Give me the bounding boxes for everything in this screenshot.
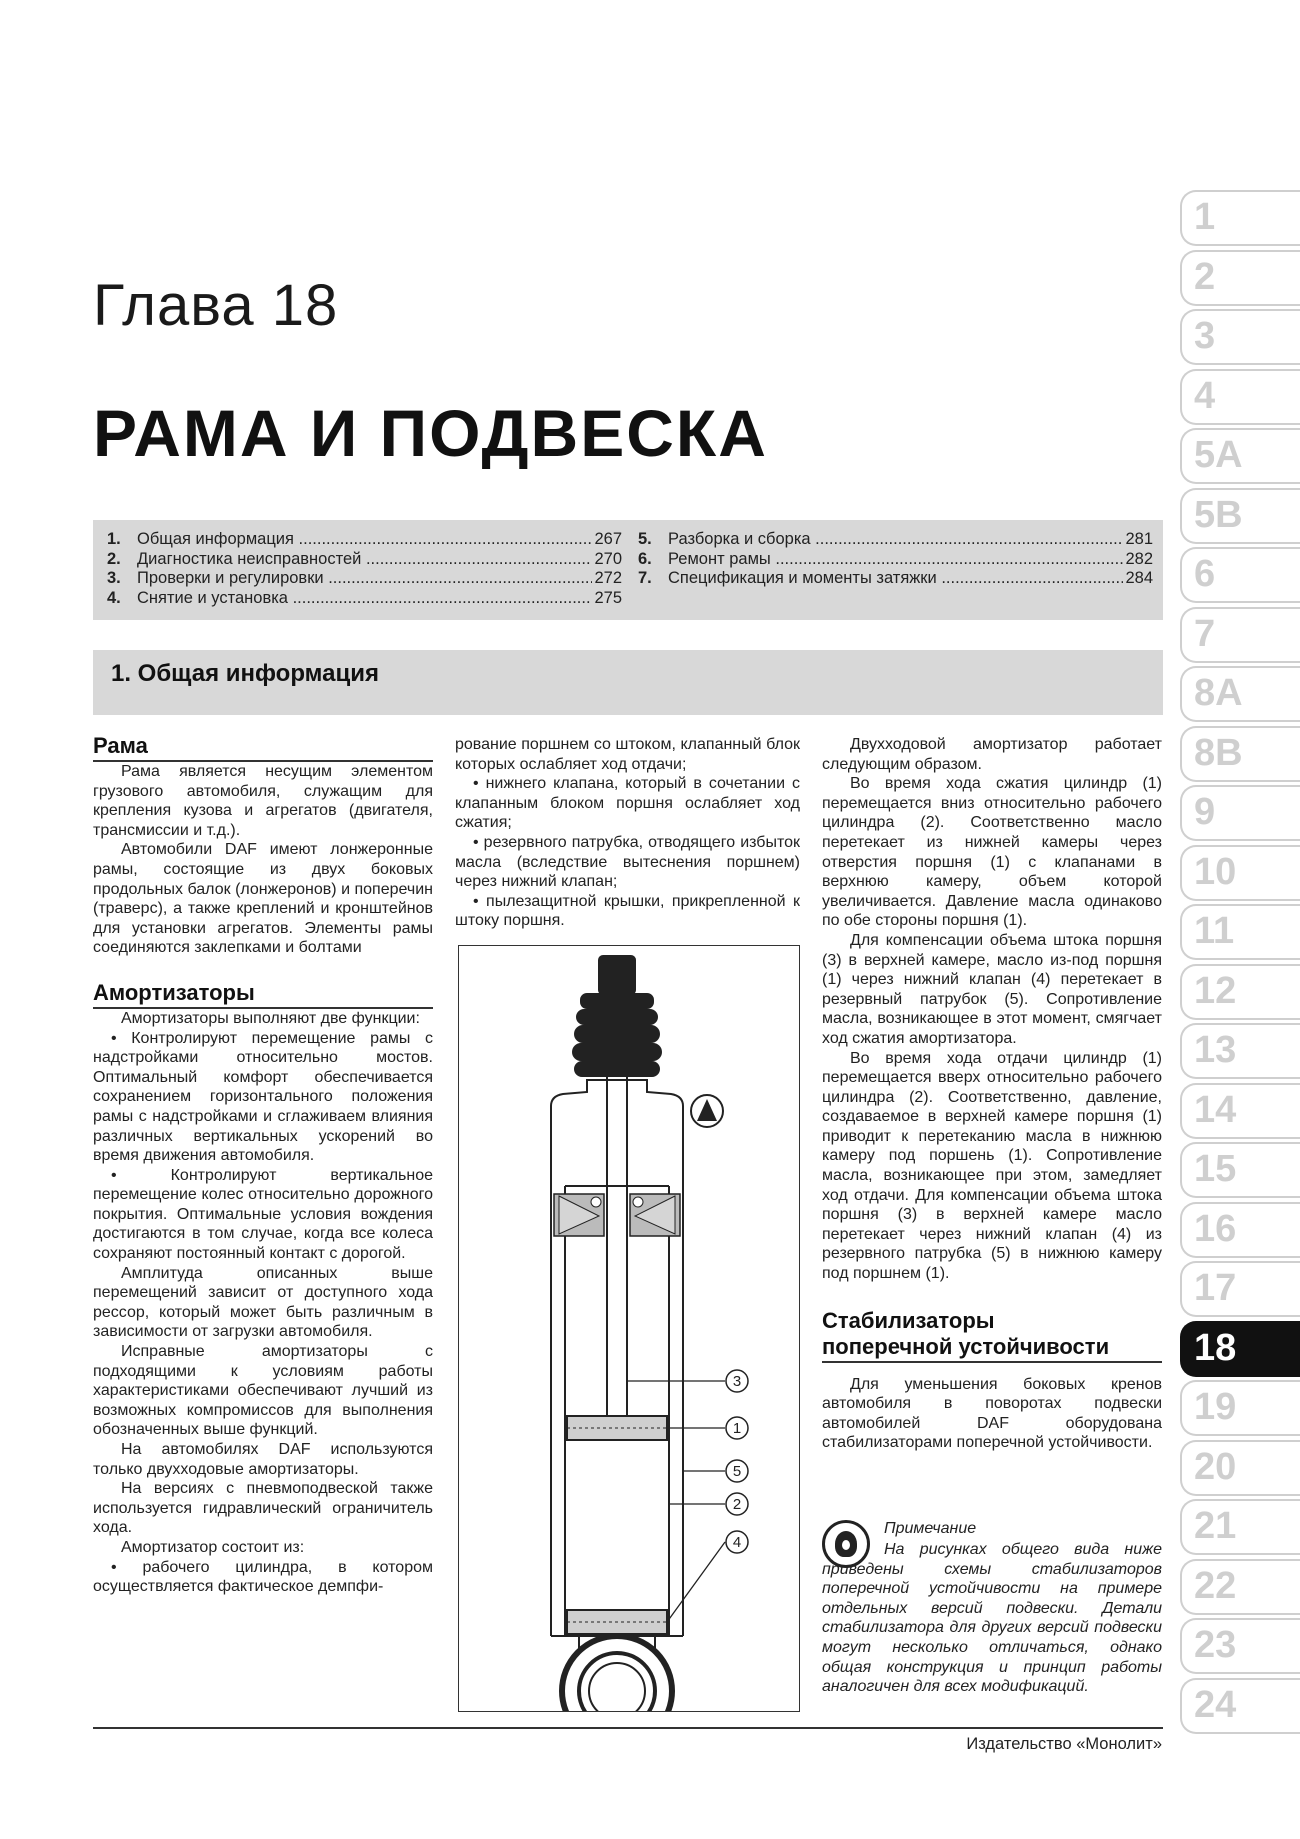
toc-item[interactable]: 3. Проверки и регулировки ..... 272 [107, 569, 622, 589]
paragraph: На автомобилях DAF используются только двухходовые амортизаторы. [93, 1441, 433, 1478]
toc-item[interactable]: 4. Снятие и установка ..... 275 [107, 589, 622, 609]
paragraph: рование поршнем со штоком, клапанный блок которых ослабляет ход отдачи; [455, 736, 800, 773]
toc-item[interactable]: 1. Общая информация ..... 267 [107, 530, 622, 550]
section-title: 1. Общая информация [111, 660, 379, 687]
shock-absorber-diagram [459, 946, 799, 1711]
callout-4: 4 [732, 1534, 742, 1551]
chapter-tab[interactable]: 9 [1180, 785, 1300, 841]
chapter-tab[interactable]: 6 [1180, 547, 1300, 603]
chapter-tab[interactable]: 20 [1180, 1440, 1300, 1496]
chapter-tab[interactable]: 21 [1180, 1499, 1300, 1555]
frame-heading: Рама [93, 733, 433, 762]
paragraph: • Контролируют перемещение рамы с надстройками относительно мостов. Оптимальный комфорт обеспечивается сохранением горизонтального положения рамы с надстройками и сглаживаем влияния различных вертикальных ускорений во время движения автомобиля. [93, 1029, 433, 1165]
shock-absorber-figure [458, 945, 800, 1712]
chapter-tab[interactable]: 13 [1180, 1023, 1300, 1079]
paragraph: Двухходовой амортизатор работает следующим образом. [822, 736, 1162, 773]
paragraph: • пылезащитной крышки, прикрепленной к штоку поршня. [455, 892, 800, 930]
chapter-title: РАМА И ПОДВЕСКА [93, 396, 768, 470]
paragraph: Во время хода отдачи цилиндр (1) перемещается вверх относительно рабочего цилиндра (2). Соответственно, давление, создаваемое в верхней камере поршня (1) приводит к перетеканию масла в нижнюю камеру под поршень (1). Сопротивление масла, возникающее при этом, замедляет ход отдачи. Для компенсации объема штока поршня (3) в верхней камере масло перетекает через нижний клапан (4) из резервного патрубка (5) в нижнюю камеру под поршнем (1). [822, 1049, 1162, 1283]
chapter-tab[interactable]: 8A [1180, 666, 1300, 722]
chapter-label: Глава 18 [93, 273, 339, 338]
paragraph: Исправные амортизаторы с подходящими к условиям работы характеристиками обеспечивают лучший из возможных компромиссов для выполнения обозначенных выше функций. [93, 1343, 433, 1439]
chapter-tab[interactable]: 11 [1180, 904, 1300, 960]
chapter-tab[interactable]: 5A [1180, 428, 1300, 484]
note-text: На рисунках общего вида ниже приведены схемы стабилизаторов поперечной устойчивости на примере отдельных версий подвески. Детали стабилизатора для других версий подвески могут несколько отличаться, однако общая конструкция и принцип работы аналогичен для всех модификаций. [822, 1541, 1162, 1696]
callout-3: 3 [732, 1373, 742, 1390]
chapter-tab[interactable]: 7 [1180, 607, 1300, 663]
paragraph: Для уменьшения боковых кренов автомобиля в поворотах подвески автомобилей DAF оборудована стабилизаторами поперечной устойчивости. [822, 1375, 1162, 1452]
chapter-tab[interactable]: 17 [1180, 1261, 1300, 1317]
paragraph: Амортизатор состоит из: [121, 1538, 305, 1556]
callout-1: 1 [732, 1420, 742, 1437]
chapter-tab[interactable]: 23 [1180, 1618, 1300, 1674]
section-header [93, 650, 1163, 715]
note-label: Примечание [884, 1520, 977, 1537]
stabilizers-heading: Стабилизаторы поперечной устойчивости [822, 1308, 1162, 1363]
paragraph: Во время хода сжатия цилиндр (1) перемещается вниз относительно рабочего цилиндра (2). Соответственно масло перетекает из нижней камеры через отверстия поршня (1) с клапанами в верхнюю камеру, объем которой увеличивается. Давление масла одинаково по обе стороны поршня (1). [822, 775, 1162, 930]
chapter-tab[interactable]: 16 [1180, 1202, 1300, 1258]
paragraph: Рама является несущим элементом грузового автомобиля, служащим для крепления кузова и агрегатов (двигателя, трансмиссии и т.д.). [93, 763, 433, 839]
toc-right-column [638, 530, 1153, 589]
paragraph: Амплитуда описанных выше перемещений зависит от доступного хода рессор, который может быть различным в зависимости от загрузки автомобиля. [93, 1264, 433, 1341]
chapter-tab[interactable]: 8B [1180, 726, 1300, 782]
paragraph: • рабочего цилиндра, в котором осуществляется фактическое демпфи- [93, 1558, 433, 1596]
toc-item[interactable]: 2. Диагностика неисправностей ..... 270 [107, 550, 622, 570]
publisher-label: Издательство «Монолит» [966, 1735, 1162, 1753]
paragraph: Для компенсации объема штока поршня (3) в верхней камере, масло из-под поршня (1) через нижний клапан (4) перетекает в резервный патрубок (5). Сопротивление масла, возникающее в этот момент, смягчает ход сжатия амортизатора. [822, 931, 1162, 1047]
chapter-tab[interactable]: 3 [1180, 309, 1300, 365]
toc-left-column [107, 530, 622, 608]
paragraph: • Контролируют вертикальное перемещение колес относительно дорожного покрытия. Оптимальные условия вождения достигаются в том случае, когда все колеса сохраняют постоянный контакт с дорогой. [93, 1166, 433, 1263]
callout-5: 5 [732, 1463, 742, 1480]
logo-badge-icon [691, 1095, 723, 1127]
text-column-3 [822, 735, 1162, 1453]
paragraph: Амортизаторы выполняют две функции: [121, 1009, 420, 1027]
paragraph: • нижнего клапана, который в сочетании с клапанным блоком поршня ослабляет ход сжатия; [455, 775, 800, 832]
chapter-tab[interactable]: 12 [1180, 964, 1300, 1020]
toc-item[interactable]: 5. Разборка и сборка ..... 281 [638, 530, 1153, 550]
chapter-tab[interactable]: 18 [1180, 1321, 1300, 1377]
chapter-tab[interactable]: 2 [1180, 250, 1300, 306]
chapter-tab[interactable]: 10 [1180, 845, 1300, 901]
text-column-2 [455, 735, 800, 931]
callout-2: 2 [732, 1496, 742, 1513]
chapter-tab[interactable]: 1 [1180, 190, 1300, 246]
chapter-tab[interactable]: 14 [1180, 1083, 1300, 1139]
chapter-tab[interactable]: 22 [1180, 1559, 1300, 1615]
paragraph: • резервного патрубка, отводящего избыток масла (вследствие вытеснения поршнем) через нижний клапан; [455, 833, 800, 891]
toc-item[interactable]: 6. Ремонт рамы ..... 282 [638, 550, 1153, 570]
paragraph: На версиях с пневмоподвеской также используется гидравлический ограничитель хода. [93, 1480, 433, 1537]
footer-divider [93, 1727, 1163, 1729]
text-column-1 [93, 733, 433, 1597]
toc-item[interactable]: 7. Спецификация и моменты затяжки ..... 284 [638, 569, 1153, 589]
chapter-tab[interactable]: 5B [1180, 488, 1300, 544]
paragraph: Автомобили DAF имеют лонжеронные рамы, состоящие из двух боковых продольных балок (лонжеронов) и поперечин (траверс), а также креплений и кронштейнов для установки агрегатов. Элементы рамы соединяются заклепками и болтами [93, 841, 433, 957]
chapter-tab[interactable]: 24 [1180, 1678, 1300, 1734]
shock-absorbers-heading: Амортизаторы [93, 980, 433, 1009]
chapter-tab[interactable]: 4 [1180, 369, 1300, 425]
chapter-tab[interactable]: 15 [1180, 1142, 1300, 1198]
table-of-contents [93, 520, 1163, 620]
chapter-tab[interactable]: 19 [1180, 1380, 1300, 1436]
